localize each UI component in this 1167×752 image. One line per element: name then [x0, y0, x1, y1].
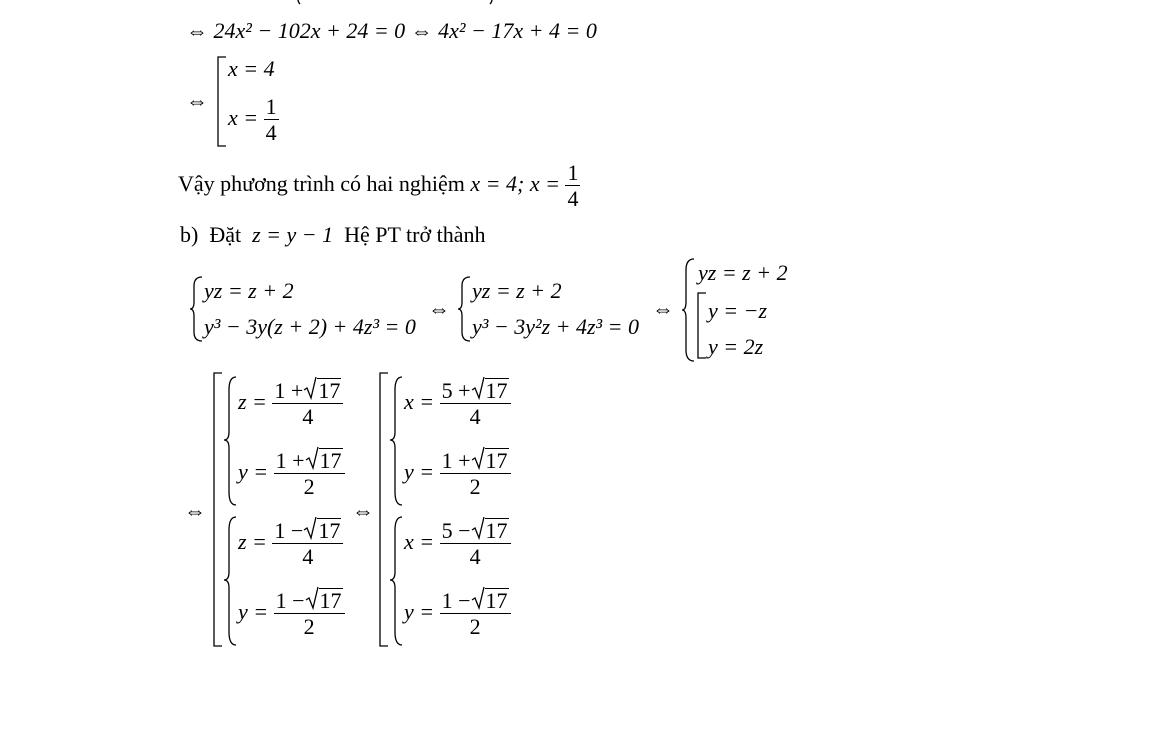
variable-lhs: z = [238, 388, 267, 414]
system-brace-x1 [390, 376, 404, 506]
solution-x-4: x = 4 [228, 56, 275, 81]
system-brace-x2 [390, 516, 404, 646]
square-root: 17 [471, 448, 509, 473]
conclusion: Vậy phương trình có hai nghiệm x = 4; x = $\frac{1}{4}$ [178, 160, 579, 212]
or-bracket [216, 56, 228, 148]
equivalence-arrow: ⇔ [428, 296, 450, 321]
equation-quadratic: ⇔ 24x² − 102x + 24 = 0 ⇔ 4x² − 17x + 4 = 0 [186, 18, 597, 43]
part-b-heading: b) Đặt z = y − 1 Hệ PT trở thành [180, 222, 486, 247]
variable-lhs: z = [238, 528, 267, 554]
system1-line2: y³ − 3y(z + 2) + 4z³ = 0 [204, 314, 416, 339]
solution-x-quarter: x = $\frac{1}{4}$ [228, 94, 277, 146]
system3-line3: y = 2z [708, 334, 764, 359]
system3-line1: yz = z + 2 [698, 260, 788, 285]
system1-line1: yz = z + 2 [204, 278, 294, 303]
equivalence-arrow: ⇔ [352, 498, 374, 523]
square-root: 17 [305, 448, 343, 473]
or-bracket [696, 292, 708, 360]
system2-line2: y³ − 3y²z + 4z³ = 0 [472, 314, 639, 339]
square-root: 17 [471, 378, 509, 403]
equivalence-arrow: ⇔ [184, 498, 206, 523]
fraction: 1 − 17 2 [274, 588, 345, 640]
system-brace-3 [682, 258, 696, 362]
equivalence-arrow: ⇔ [186, 88, 208, 113]
variable-lhs: x = [404, 528, 435, 554]
final-x-row [404, 588, 511, 640]
variable-lhs: y = [238, 598, 269, 624]
fraction: 5 − 17 4 [440, 518, 511, 570]
final-x-row [404, 518, 511, 570]
variable-lhs: y = [404, 458, 435, 484]
system2-line1: yz = z + 2 [472, 278, 562, 303]
system-brace-z1 [224, 376, 238, 506]
final-x-row [404, 378, 511, 430]
final-z-row [238, 518, 343, 570]
fraction: 5 + 17 4 [440, 378, 511, 430]
fraction: 1 + 17 2 [274, 448, 345, 500]
square-root: 17 [471, 518, 509, 543]
variable-lhs: x = [404, 388, 435, 414]
fraction: 1 − 17 2 [440, 588, 511, 640]
equivalence-arrow: ⇔ [652, 296, 674, 321]
final-x-row [404, 448, 511, 500]
system-brace-1 [190, 276, 204, 342]
square-root: 17 [303, 378, 341, 403]
cut-off-parentheses [290, 0, 510, 8]
variable-lhs: y = [404, 598, 435, 624]
system3-line2: y = −z [708, 298, 768, 323]
square-root: 17 [305, 588, 343, 613]
fraction: 1 + 17 2 [440, 448, 511, 500]
square-root: 17 [303, 518, 341, 543]
square-root: 17 [471, 588, 509, 613]
variable-lhs: y = [238, 458, 269, 484]
fraction: 1 + 17 4 [272, 378, 343, 430]
final-z-row [238, 448, 345, 500]
fraction: 1 − 17 4 [272, 518, 343, 570]
final-z-row [238, 588, 345, 640]
final-z-row [238, 378, 343, 430]
system-brace-2 [458, 276, 472, 342]
system-brace-z2 [224, 516, 238, 646]
